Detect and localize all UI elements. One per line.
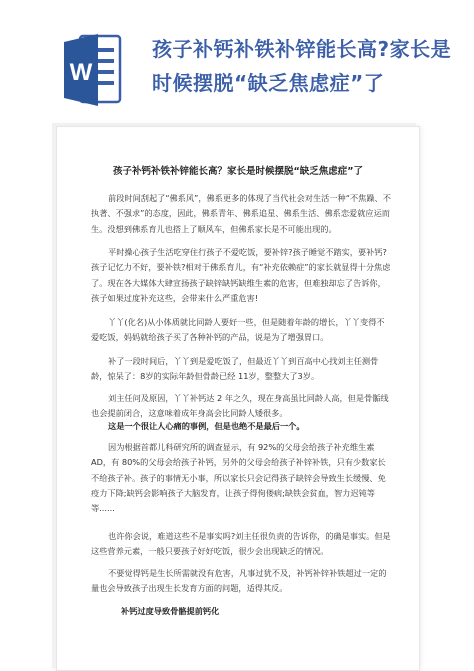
paragraph-2: 平时操心孩子生活吃穿住行孩子不爱吃饭，要补锌?孩子睡觉不踏实，要补钙?孩子记忆力不好，要补铁?相对于佛系育儿，有“补充依赖症”的家长就显得十分焦虑了。现在各大媒体大肆宣扬孩子缺锌缺钙缺维生素的危害，但难独却忘了告诉你，孩子如果过度补充这些，会带来什么严重危害! <box>91 247 391 303</box>
word-icon-letter: W <box>69 59 93 86</box>
paragraph-1: 前段时间刮起了“佛系风”，佛系更多的体现了当代社会对生活一种“不焦躁、不执著、不强求”的态度，因此，佛系青年、佛系追星、佛系生活、佛系恋爱就应运而生。没想到佛系育儿也搭上了顺风车，但佛系家长是不可能出现的。 <box>91 193 391 234</box>
section-heading: 补钙过度导致骨骼提前钙化 <box>121 606 220 616</box>
paragraph-4: 补了一段时间后，丫丫到是爱吃饭了，但最近丫丫到百高中心找刘主任测骨龄，惊呆了：8岁的实际年龄但骨龄已经 11岁，整整大了3岁。 <box>91 356 379 382</box>
document-page <box>56 126 420 671</box>
paragraph-8: 也许你会说，难道这些不是事实吗?刘主任很负责的告诉你，的确是事实。但是这些营养元素，一般只要孩子好好吃饭，很少会出现缺乏的情况。 <box>91 531 391 557</box>
paragraph-5: 刘主任问及原因，丫丫补钙达 2 年之久，现在身高虽比同龄人高，但是骨骺线也会提前闭合，这意味着成年身高会比同龄人矮很多。 <box>91 393 389 419</box>
paragraph-3: 丫丫(化名)从小体质就比同龄人要好一些，但是随着年龄的增长，丫丫变得不爱吃饭，妈妈就给孩子买了各种补钙的产品，说是为了增强胃口。 <box>91 317 385 343</box>
paragraph-6-emphasis: 这是一个很让人心痛的事例，但是也绝不是最后一个。 <box>108 421 305 431</box>
word-doc-icon <box>62 30 124 110</box>
page-title: 孩子补钙补铁补锌能长高?家长是时候摆脱“缺乏焦虑症”了 <box>152 37 452 95</box>
paragraph-9: 不要觉得钙是生长所需就没有危害，凡事过犹不及，补钙补锌补铁超过一定的量也会导致孩子出现生长发育方面的问题，适得其反。 <box>91 568 387 594</box>
document-title: 孩子补钙补铁补锌能长高？家长是时候摆脱“缺乏焦虑症”了 <box>113 166 363 177</box>
paragraph-7: 因为根据首都儿科研究所的调查显示，有 92%的父母会给孩子补充维生素 AD，有 80%的父母会给孩子补钙，另外的父母会给孩子补锌补铁，只有少数家长不给孩子补。孩子的事情无小事，所以家长只会记得孩子缺锌会导致生长缓慢、免疫力下降;缺钙会影响孩子大脑发育，让孩子得佝偻病;缺铁会贫血，智力迟钝等等...... <box>91 442 386 514</box>
